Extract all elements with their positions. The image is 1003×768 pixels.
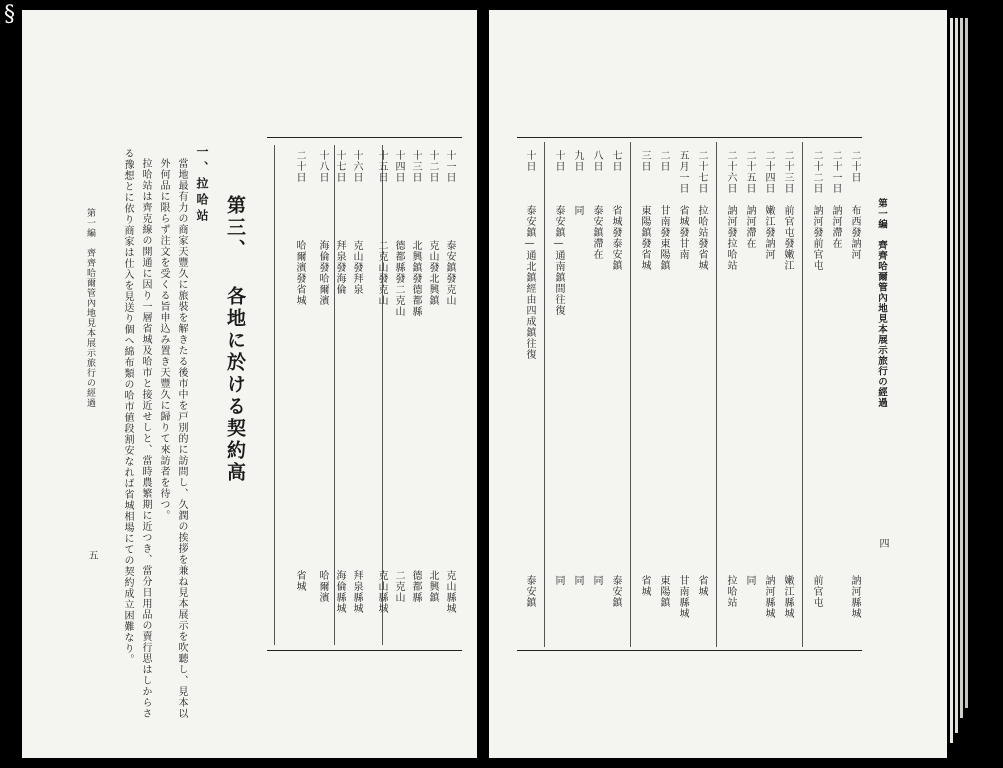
page-number: 五 (86, 550, 97, 561)
table-cell-place: 德都縣 (410, 570, 421, 603)
table-cell-place: 嫩江縣城 (782, 575, 793, 619)
table-cell-place: 訥河縣城 (849, 575, 860, 619)
table-cell-date: 十四日 (393, 150, 404, 183)
table-cell-date: 十六日 (351, 150, 362, 183)
table-cell-route: 克山發拜泉 (351, 240, 362, 295)
page-edge (950, 18, 953, 743)
table-cell-date: 二十一日 (830, 150, 841, 194)
table-cell-place: 東陽鎮 (658, 575, 669, 608)
page-number: 四 (877, 538, 888, 549)
table-cell-route: 訥河滯在 (830, 205, 841, 249)
table-cell-route: 布西發訥河 (849, 205, 860, 260)
table-cell-route: 泰安鎮滯在 (591, 205, 602, 260)
table-cell-place: 訥河縣城 (763, 575, 774, 619)
table-cell-route: 同 (572, 205, 583, 216)
table-cell-route: 省城發泰安鎮 (610, 205, 621, 271)
table-cell-place: 泰安鎮 (610, 575, 621, 608)
table-cell-date: 二十二日 (811, 150, 822, 194)
body-paragraph: 外何品に限らず注文を受くる旨申込み置き天豐久に歸りて來訪者を待つ。 (158, 158, 169, 521)
table-cell-date: 七日 (610, 150, 621, 172)
table-bottom-rule (517, 650, 862, 651)
table-cell-place: 哈爾濱 (317, 570, 328, 603)
table-cell-route: 海倫發哈爾濱 (317, 240, 328, 306)
table-cell-place: 同 (744, 575, 755, 586)
table-cell-route: 北興鎮發德都縣 (410, 240, 421, 317)
page-edge (955, 18, 958, 733)
table-cell-place: 北興鎮 (427, 570, 438, 603)
table-cell-place: 省城 (696, 575, 707, 597)
table-cell-date: 二十五日 (744, 150, 755, 194)
table-cell-date: 九日 (572, 150, 583, 172)
table-cell-route: 前官屯發嫩江 (782, 205, 793, 271)
table-cell-route: 克山發北興鎮 (427, 240, 438, 306)
table-cell-place: 拉哈站 (725, 575, 736, 608)
table-cell-route: 訥河發拉哈站 (725, 205, 736, 271)
table-cell-route: 泰安鎮—通南鎮間往復 (553, 205, 564, 316)
footer-title: 第一編 齊齊哈爾管內地見本展示旅行の經過 (85, 208, 95, 408)
table-cell-date: 二日 (658, 150, 669, 172)
chapter-title: 第三、 各地に於ける契約高 (224, 195, 246, 484)
table-cell-route: 德都縣發二克山 (393, 240, 404, 317)
body-paragraph: る豫想とに依り商家は仕入を見送り個へ綿布類の哈市値段割安なれば省城相場にての契約成立困難なり。 (122, 148, 133, 665)
table-cell-route: 泰安鎮—通北鎮經由四成鎮往復 (524, 205, 535, 360)
table-cell-date: 二十日 (294, 150, 305, 183)
table-cell-date: 三日 (639, 150, 650, 172)
table-cell-place: 拜泉縣城 (351, 570, 362, 614)
table-cell-route: 泰安鎮發克山 (444, 240, 455, 306)
group-divider-rule (544, 142, 545, 647)
table-cell-date: 十日 (524, 150, 535, 172)
table-cell-date: 十二日 (427, 150, 438, 183)
table-cell-place: 甘南縣城 (677, 575, 688, 619)
table-cell-route: 省城發甘南 (677, 205, 688, 260)
table-cell-route: 拉哈站發省城 (696, 205, 707, 271)
table-top-rule (267, 137, 462, 138)
table-cell-route: 拜泉發海倫 (334, 240, 345, 295)
table-cell-date: 十七日 (334, 150, 345, 183)
table-cell-place: 克山縣城 (444, 570, 455, 614)
table-cell-date: 二十三日 (782, 150, 793, 194)
table-cell-place: 二克山 (393, 570, 404, 603)
table-cell-date: 十三日 (410, 150, 421, 183)
table-cell-place: 海倫縣城 (334, 570, 345, 614)
table-cell-date: 二十日 (849, 150, 860, 183)
table-cell-route: 哈爾濱發省城 (294, 240, 305, 306)
group-divider-rule (802, 142, 803, 647)
body-paragraph: 拉哈站は齊克線の開通に因り一層省城及哈市と接近せしと、當時農繁期に近つき、當分日用品の賣行思はしからさ (140, 158, 151, 719)
group-divider-rule (716, 142, 717, 647)
table-cell-date: 五月一日 (677, 150, 688, 194)
table-cell-route: 甘南發東陽鎮 (658, 205, 669, 271)
page-corner-mark: § (4, 2, 15, 27)
page-edge (965, 18, 968, 708)
table-cell-place: 前官屯 (811, 575, 822, 608)
table-cell-place: 同 (553, 575, 564, 586)
table-cell-route: 二克山發克山 (376, 240, 387, 306)
section-heading: 一、拉哈站 (195, 145, 209, 225)
left-page (22, 10, 477, 758)
right-page (489, 10, 947, 758)
table-cell-place: 省城 (294, 570, 305, 592)
table-cell-place: 泰安鎮 (524, 575, 535, 608)
table-cell-route: 東陽鎮發省城 (639, 205, 650, 271)
table-cell-place: 克山縣城 (376, 570, 387, 614)
page-edge (960, 18, 963, 718)
table-cell-date: 十一日 (444, 150, 455, 183)
table-cell-route: 訥河發前官屯 (811, 205, 822, 271)
table-bottom-rule (267, 650, 462, 651)
table-cell-place: 省城 (639, 575, 650, 597)
table-cell-place: 同 (572, 575, 583, 586)
table-cell-date: 十八日 (317, 150, 328, 183)
table-cell-date: 二十六日 (725, 150, 736, 194)
table-cell-date: 十五日 (376, 150, 387, 183)
running-head: 第一編 齊齊哈爾管內地見本展示旅行の經過 (876, 198, 887, 408)
table-cell-date: 二十七日 (696, 150, 707, 194)
table-cell-place: 同 (591, 575, 602, 586)
table-column-rule (274, 145, 275, 645)
table-cell-date: 二十四日 (763, 150, 774, 194)
group-divider-rule (630, 142, 631, 647)
table-cell-route: 訥河滯在 (744, 205, 755, 249)
body-paragraph: 當地最有力の商家天豐久に旅裝を解きたる後市中を戸別的に訪問し、久潤の挨拶を兼ね見本展示を吹聽し、見本以 (176, 158, 187, 719)
table-cell-date: 八日 (591, 150, 602, 172)
table-cell-date: 十日 (553, 150, 564, 172)
table-cell-route: 嫩江發訥河 (763, 205, 774, 260)
table-top-rule (517, 137, 862, 138)
